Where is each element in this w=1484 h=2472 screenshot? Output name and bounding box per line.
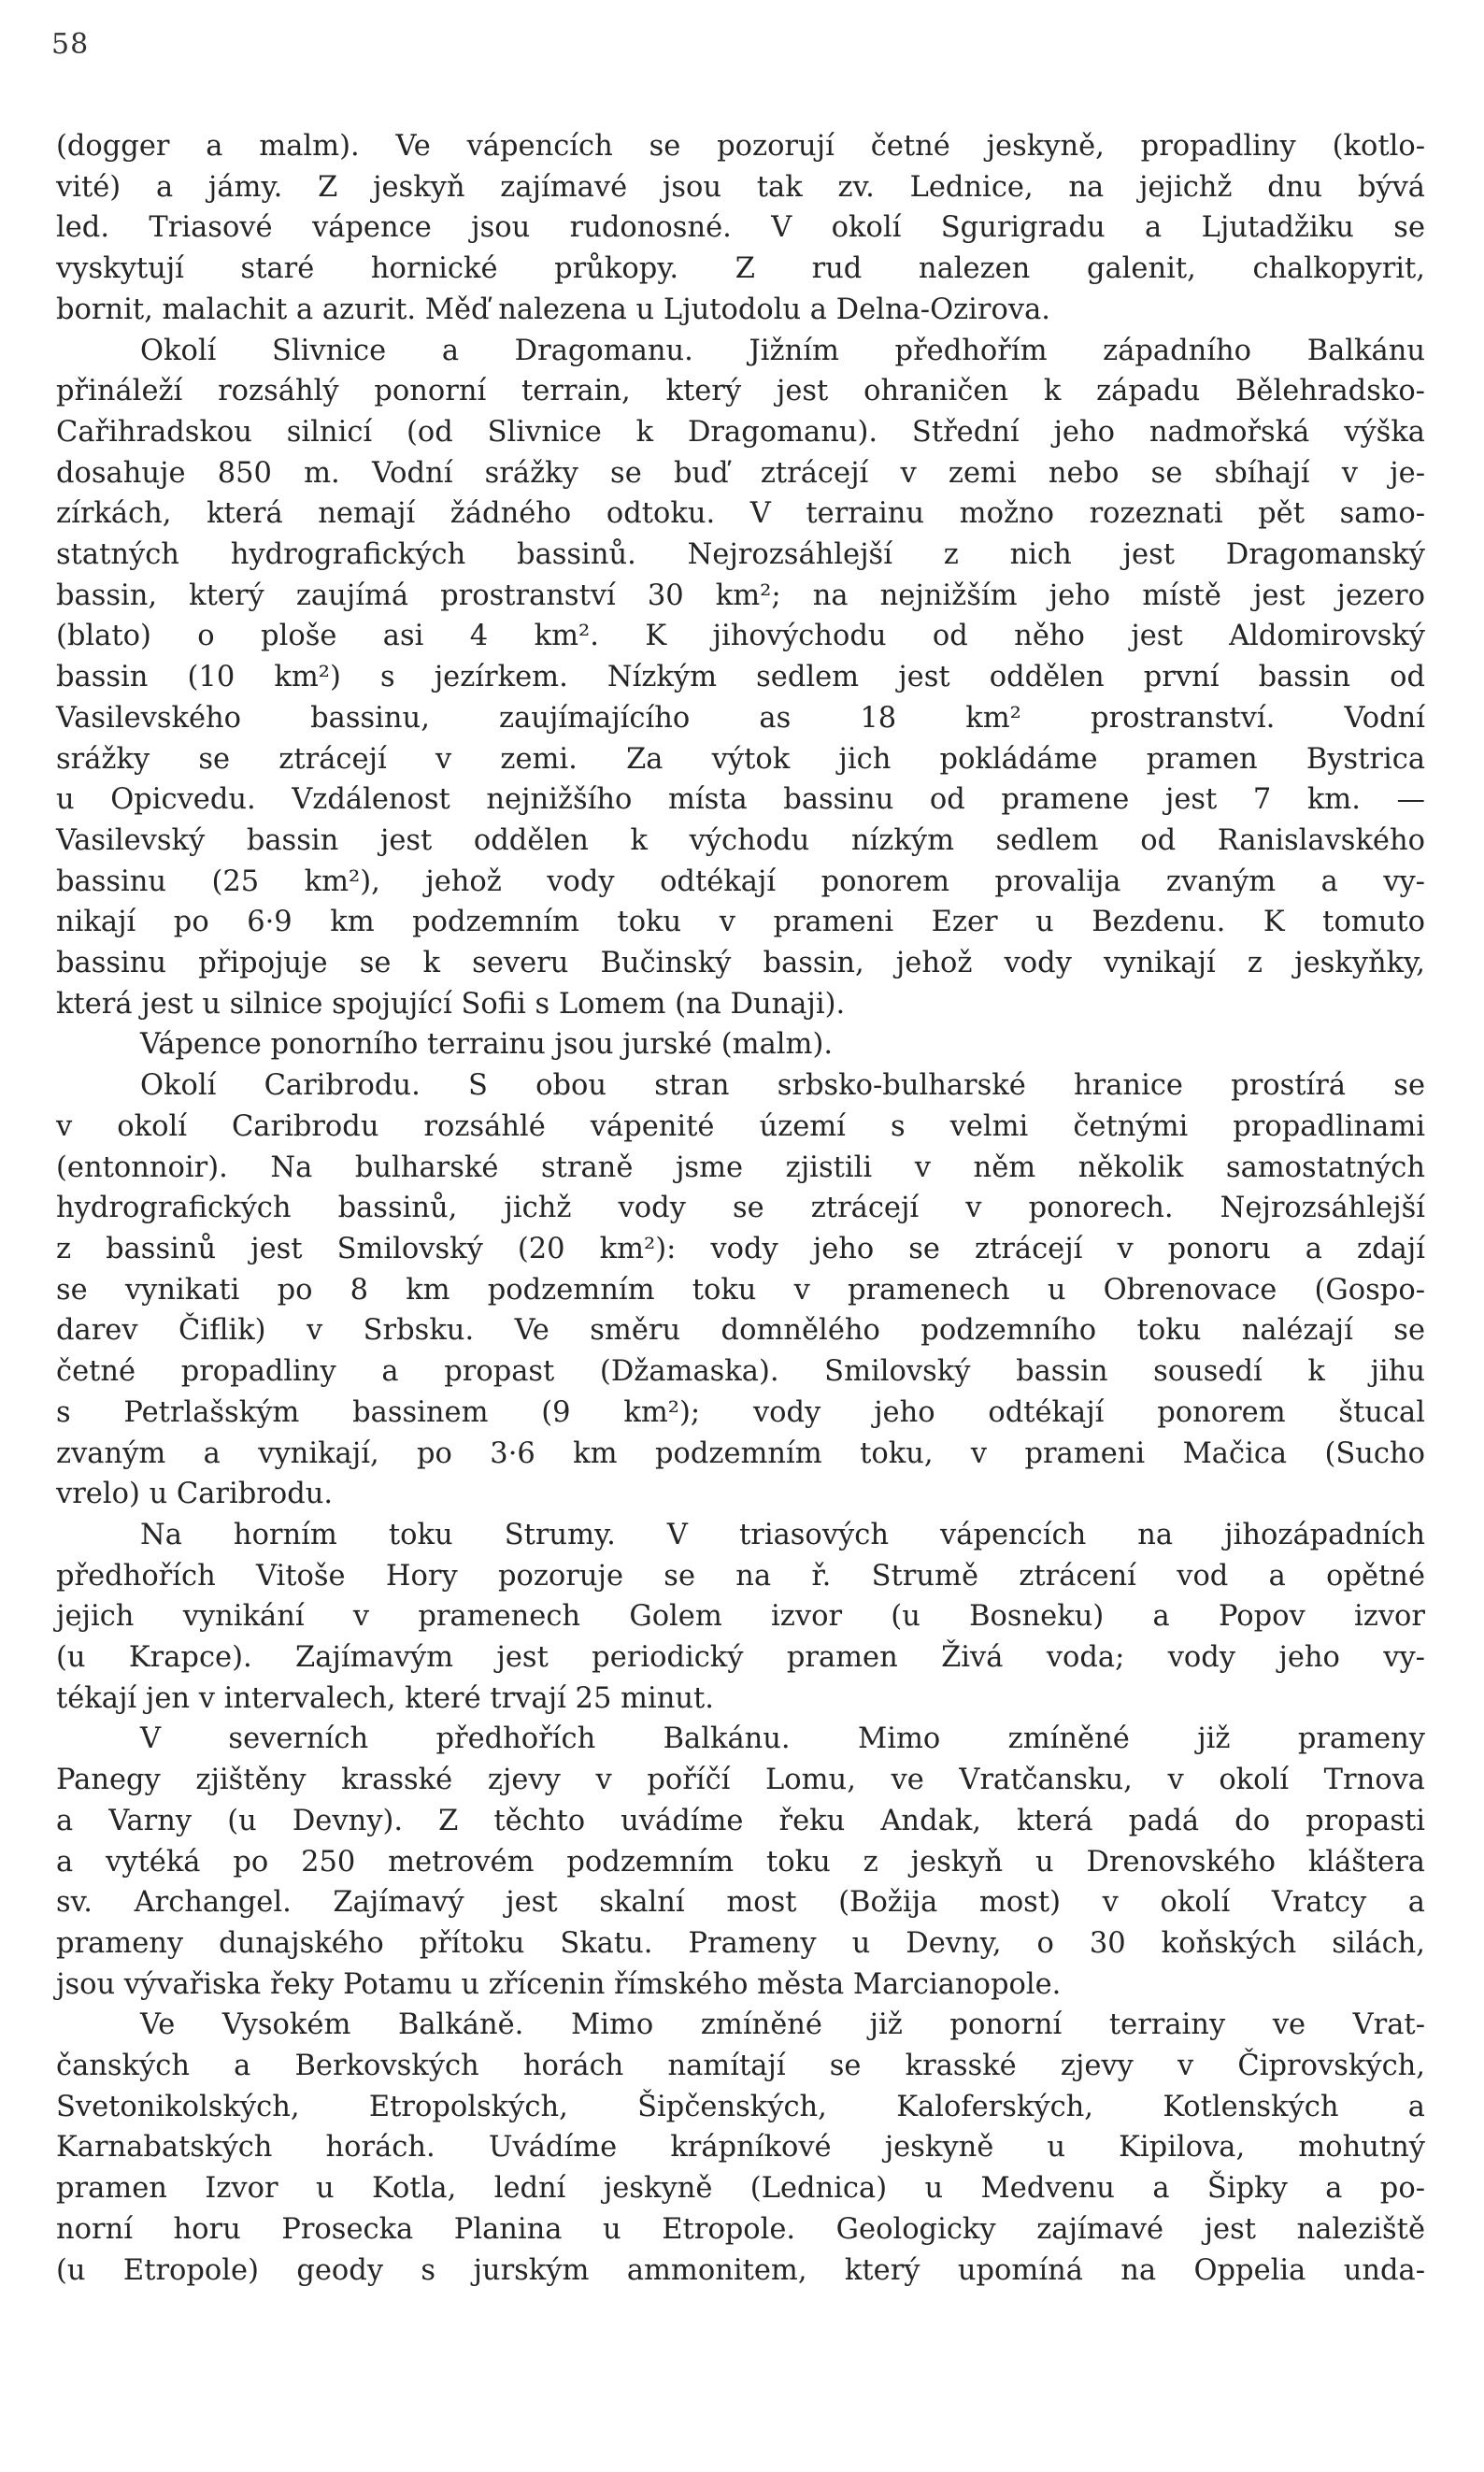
text-line: Cařihradskou silnicí (od Slivnice k Dragomanu). Střední jeho nadmořská výška [56, 415, 1425, 449]
text-line: Na horním toku Strumy. V triasových vápencích na jihozápadních [140, 1518, 1425, 1551]
text-line: a Varny (u Devny). Z těchto uvádíme řeku Andak, která padá do propasti [56, 1804, 1425, 1837]
text-line: (blato) o ploše asi 4 km². K jihovýchodu od něho jest Aldomirovský [56, 620, 1425, 653]
text-line: (entonnoir). Na bulharské straně jsme zjistili v něm několik samostatných [56, 1150, 1425, 1184]
text-line: bornit, malachit a azurit. Měď nalezena u Ljutodolu a Delna-Ozirova. [56, 293, 1050, 326]
text-line: prameny dunajského přítoku Skatu. Prameny u Devny, o 30 koňských silách, [56, 1926, 1425, 1960]
text-line: nikají po 6·9 km podzemním toku v prameni Ezer u Bezdenu. K tomuto [56, 906, 1425, 939]
text-line: přináleží rozsáhlý ponorní terrain, který jest ohraničen k západu Bělehradsko- [56, 375, 1425, 408]
text-line: Vasilevský bassin jest oddělen k východu nízkým sedlem od Ranislavského [56, 823, 1425, 857]
text-line: vyskytují staré hornické průkopy. Z rud nalezen galenit, chalkopyrit, [56, 252, 1425, 286]
text-line: tékají jen v intervalech, které trvají 25 minut. [56, 1681, 714, 1715]
text-line: zírkách, která nemají žádného odtoku. V terrainu možno rozeznati pět samo- [56, 497, 1425, 531]
page-number: 58 [51, 28, 90, 61]
text-line: u Opicvedu. Vzdálenost nejnižšího místa bassinu od pramene jest 7 km. — [56, 783, 1425, 817]
text-line: norní horu Prosecka Planina u Etropole. Geologicky zajímavé jest naleziště [56, 2212, 1425, 2246]
text-line: bassin (10 km²) s jezírkem. Nízkým sedlem jest oddělen první bassin od [56, 661, 1425, 694]
text-line: se vynikati po 8 km podzemním toku v pramenech u Obrenovace (Gospo- [56, 1273, 1425, 1307]
text-line: srážky se ztrácejí v zemi. Za výtok jich pokládáme pramen Bystrica [56, 742, 1425, 776]
text-line: statných hydrografických bassinů. Nejrozsáhlejší z nich jest Dragomanský [56, 538, 1425, 572]
text-line: bassinu připojuje se k severu Bučinský bassin, jehož vody vynikají z jeskyňky, [56, 947, 1425, 980]
text-line: čanských a Berkovských horách namítají se krasské zjevy v Čiprovských, [56, 2050, 1425, 2083]
text-line: jsou vývařiska řeky Potamu u zřícenin římského města Marcianopole. [56, 1967, 1062, 2001]
text-line: v okolí Caribrodu rozsáhlé vápenité území s velmi četnými propadlinami [56, 1109, 1425, 1143]
body-text [56, 126, 1425, 2291]
text-line: bassin, který zaujímá prostranství 30 km²; na nejnižším jeho místě jest jezero [56, 579, 1425, 612]
text-line: a vytéká po 250 metrovém podzemním toku z jeskyň u Drenovského kláštera [56, 1845, 1425, 1879]
text-line: Panegy zjištěny krasské zjevy v poříčí Lomu, ve Vratčansku, v okolí Trnova [56, 1764, 1425, 1797]
text-line: darev Čiflik) v Srbsku. Ve směru domnělého podzemního toku nalézají se [56, 1314, 1425, 1348]
text-line: led. Triasové vápence jsou rudonosné. V okolí Sgurigradu a Ljutadžiku se [56, 211, 1425, 245]
text-line: z bassinů jest Smilovský (20 km²): vody jeho se ztrácejí v ponoru a zdají [56, 1232, 1425, 1265]
text-line: hydrografických bassinů, jichž vody se ztrácejí v ponorech. Nejrozsáhlejší [56, 1192, 1425, 1225]
text-line: vrelo) u Caribrodu. [56, 1478, 334, 1511]
text-line: (dogger a malm). Ve vápencích se pozorují četné jeskyně, propadliny (kotlo- [56, 130, 1425, 163]
text-line: četné propadliny a propast (Džamaska). Smilovský bassin sousedí k jihu [56, 1355, 1425, 1389]
text-line: bassinu (25 km²), jehož vody odtékají ponorem provalija zvaným a vy- [56, 864, 1425, 898]
text-line: zvaným a vynikají, po 3·6 km podzemním toku, v prameni Mačica (Sucho [56, 1436, 1425, 1470]
text-line: která jest u silnice spojující Sofii s Lomem (na Dunaji). [56, 987, 846, 1021]
text-line: Ve Vysokém Balkáně. Mimo zmíněné již ponorní terrainy ve Vrat- [140, 2008, 1425, 2042]
text-line: sv. Archangel. Zajímavý jest skalní most (Božija most) v okolí Vratcy a [56, 1886, 1425, 1920]
text-line: (u Krapce). Zajímavým jest periodický pramen Živá voda; vody jeho vy- [56, 1641, 1425, 1675]
text-line: Okolí Slivnice a Dragomanu. Jižním předhořím západního Balkánu [140, 334, 1425, 367]
text-line: jejich vynikání v pramenech Golem izvor (u Bosneku) a Popov izvor [56, 1600, 1425, 1634]
text-line: (u Etropole) geody s jurským ammonitem, který upomíná na Oppelia unda- [56, 2253, 1425, 2287]
text-line: vité) a jámy. Z jeskyň zajímavé jsou tak zv. Lednice, na jejichž dnu bývá [56, 170, 1425, 204]
text-line: dosahuje 850 m. Vodní srážky se buď ztrácejí v zemi nebo se sbíhají v je- [56, 456, 1425, 490]
text-line: pramen Izvor u Kotla, lední jeskyně (Lednica) u Medvenu a Šipky a po- [56, 2172, 1425, 2206]
text-line: Karnabatských horách. Uvádíme krápníkové jeskyně u Kipilova, mohutný [56, 2131, 1425, 2165]
text-line: Svetonikolských, Etropolských, Šipčenských, Kaloferských, Kotlenských a [56, 2090, 1425, 2123]
text-line: s Petrlašským bassinem (9 km²); vody jeho odtékají ponorem štucal [56, 1395, 1425, 1429]
text-line: předhořích Vitoše Hory pozoruje se na ř. Strumě ztrácení vod a opětné [56, 1559, 1425, 1593]
text-line: Okolí Caribrodu. S obou stran srbsko-bulharské hranice prostírá se [140, 1069, 1425, 1103]
text-line: Vápence ponorního terrainu jsou jurské (malm). [140, 1028, 834, 1062]
text-line: Vasilevského bassinu, zaujímajícího as 18 km² prostranství. Vodní [56, 701, 1425, 735]
text-line: V severních předhořích Balkánu. Mimo zmíněné již prameny [140, 1722, 1425, 1756]
